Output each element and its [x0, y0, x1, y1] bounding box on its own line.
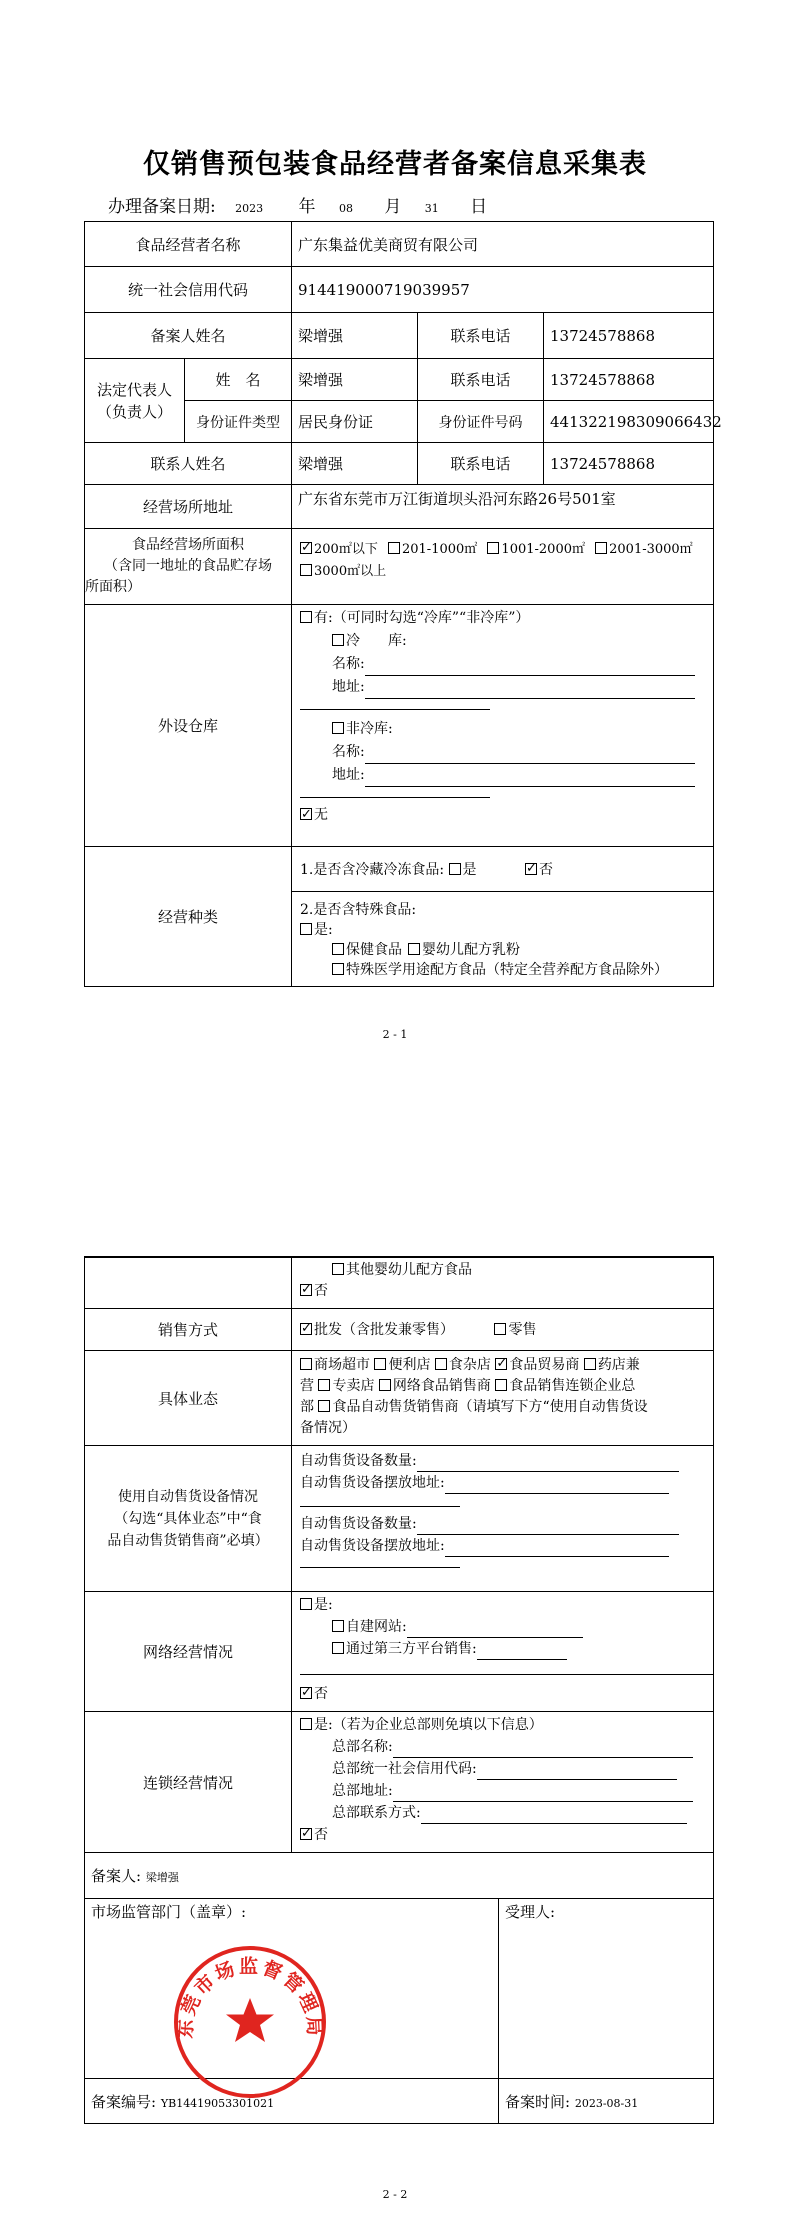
- special-no-label: 否: [314, 1283, 328, 1299]
- official-seal: [170, 1942, 330, 2102]
- cold-name-field[interactable]: [365, 661, 695, 676]
- record-no-label: 备案编号:: [91, 2092, 157, 2111]
- area-opt2-label: 201-1000㎡: [401, 542, 478, 557]
- format-label: 具体业态: [85, 1351, 292, 1446]
- vending-place-field-1-cont[interactable]: [300, 1494, 460, 1507]
- own-site-field[interactable]: [407, 1623, 583, 1638]
- frozen-yes-label: 是: [462, 862, 477, 878]
- legal-rep-label: [85, 359, 185, 443]
- format-vending-label-cont: 备情况）: [300, 1420, 356, 1436]
- date-day: 31: [424, 202, 439, 215]
- format-grocery-label: 食杂店: [448, 1357, 491, 1373]
- id-type-value[interactable]: 居民身份证: [292, 401, 418, 443]
- hq-addr-label: 总部地址:: [332, 1783, 393, 1799]
- frozen-yes-checkbox[interactable]: [449, 863, 461, 875]
- legal-rep-label-line1: 法定代表人: [96, 380, 172, 399]
- special-yes-label: 是:: [314, 922, 333, 938]
- area-opt4-label: 2001-3000㎡: [609, 542, 693, 557]
- area-label-line2: （含同一地址的食品贮存场: [104, 558, 272, 574]
- vending-label-line1: 使用自动售货设备情况: [118, 1488, 258, 1505]
- format-mall-checkbox[interactable]: [300, 1358, 312, 1370]
- record-person-row: [85, 1853, 714, 1899]
- category-q2-text: 2.是否含特殊食品:: [300, 902, 417, 918]
- format-mall-label: 商场超市: [314, 1357, 370, 1373]
- record-no-value[interactable]: YB14419053301021: [160, 2096, 275, 2110]
- hq-contact-label: 总部联系方式:: [332, 1805, 421, 1821]
- filer-phone-label: 联系电话: [418, 313, 544, 359]
- category-q2-cont: [292, 1257, 714, 1309]
- special-yes-checkbox[interactable]: [300, 923, 312, 935]
- area-opt3-checkbox[interactable]: [487, 542, 499, 554]
- warehouse-yes-label: 有:（可同时勾选“冷库”“非冷库”）: [314, 610, 530, 626]
- infant-milk-checkbox[interactable]: [408, 943, 420, 955]
- legal-rep-label-line2: （负责人）: [96, 402, 172, 421]
- vending-place-field-2[interactable]: [445, 1542, 669, 1557]
- own-site-checkbox[interactable]: [332, 1620, 344, 1632]
- format-options: [292, 1351, 714, 1446]
- noncold-addr-label: 地址:: [332, 767, 365, 783]
- area-opt5-label: 3000㎡以上: [314, 564, 387, 579]
- credit-code-label: 统一社会信用代码: [85, 267, 292, 313]
- cold-storage-label: 冷 库:: [346, 633, 407, 649]
- own-site-label: 自建网站:: [346, 1619, 407, 1635]
- third-party-label: 通过第三方平台销售:: [346, 1641, 477, 1657]
- format-grocery-checkbox[interactable]: [435, 1358, 447, 1370]
- frozen-no-checkbox[interactable]: [525, 863, 537, 875]
- warehouse-no-checkbox[interactable]: [300, 808, 312, 820]
- date-month: 08: [338, 202, 353, 215]
- vending-fields: [292, 1446, 714, 1592]
- retail-label: 零售: [508, 1322, 537, 1338]
- hq-code-field[interactable]: [477, 1765, 677, 1780]
- id-number-value[interactable]: 441322198309066432: [544, 401, 714, 443]
- dept-label: 市场监管部门（盖章）:: [91, 1903, 247, 1921]
- chain-label: 连锁经营情况: [85, 1712, 292, 1853]
- third-party-checkbox[interactable]: [332, 1642, 344, 1654]
- date-label: 办理备案日期:: [108, 197, 216, 217]
- online-options: [292, 1592, 714, 1712]
- contact-name-label: 联系人姓名: [85, 443, 292, 485]
- hq-addr-field[interactable]: [393, 1787, 693, 1802]
- vending-label-line3: 品自动售货销售商”必填）: [107, 1532, 269, 1549]
- sales-label: 销售方式: [85, 1309, 292, 1351]
- credit-code-value[interactable]: 914419000719039957: [292, 267, 714, 313]
- format-convenience-checkbox[interactable]: [374, 1358, 386, 1370]
- health-food-label: 保健食品: [346, 942, 403, 958]
- cold-name-label: 名称:: [332, 656, 365, 672]
- third-party-field-cont[interactable]: [300, 1662, 714, 1675]
- format-vending-label: 食品自动售货销售商（请填写下方“使用自动售货设: [332, 1399, 648, 1415]
- cold-storage-checkbox[interactable]: [332, 634, 344, 646]
- other-infant-label: 其他婴幼儿配方食品: [346, 1262, 472, 1278]
- noncold-storage-checkbox[interactable]: [332, 722, 344, 734]
- seal-graphic: [170, 1942, 330, 2102]
- chain-no-checkbox[interactable]: [300, 1828, 312, 1840]
- date-year-unit: 年: [298, 197, 316, 217]
- area-label-line1: 食品经营场所面积: [132, 537, 244, 553]
- chain-no-label: 否: [314, 1827, 328, 1843]
- vending-count-label-1: 自动售货设备数量:: [300, 1453, 417, 1469]
- special-no-checkbox[interactable]: [300, 1284, 312, 1296]
- receiver-cell: [499, 1899, 714, 2079]
- warehouse-options: [292, 605, 714, 847]
- infant-milk-label: 婴幼儿配方乳粉: [422, 942, 521, 958]
- noncold-storage-label: 非冷库:: [346, 721, 393, 737]
- vending-place-label-2: 自动售货设备摆放地址:: [300, 1538, 445, 1554]
- online-no-checkbox[interactable]: [300, 1687, 312, 1699]
- vending-label-line2: （勾选“具体业态”中“食: [114, 1510, 262, 1527]
- online-yes-checkbox[interactable]: [300, 1598, 312, 1610]
- format-specialty-label: 专卖店: [332, 1378, 375, 1394]
- filer-phone-value[interactable]: 13724578868: [544, 313, 714, 359]
- vending-place-field-1[interactable]: [445, 1479, 669, 1494]
- form-table-page1: [84, 221, 722, 987]
- contact-phone-value[interactable]: 13724578868: [544, 443, 714, 485]
- cold-addr-label: 地址:: [332, 679, 365, 695]
- noncold-name-label: 名称:: [332, 744, 365, 760]
- area-opt4-checkbox[interactable]: [595, 542, 607, 554]
- address-label: 经营场所地址: [85, 485, 292, 529]
- vending-count-field-2[interactable]: [417, 1520, 679, 1535]
- record-time-cell: [499, 2079, 714, 2124]
- date-month-unit: 月: [384, 197, 402, 217]
- area-opt5-checkbox[interactable]: [300, 564, 312, 576]
- legal-rep-name-value[interactable]: 梁增强: [292, 359, 418, 401]
- format-chain-checkbox[interactable]: [495, 1379, 507, 1391]
- format-chain-label-cont: 部: [300, 1399, 314, 1415]
- filer-name-label: 备案人姓名: [85, 313, 292, 359]
- filer-name-value[interactable]: 梁增强: [292, 313, 418, 359]
- wholesale-checkbox[interactable]: [300, 1323, 312, 1335]
- medical-food-checkbox[interactable]: [332, 963, 344, 975]
- category-q2: [292, 892, 714, 987]
- format-online-checkbox[interactable]: [379, 1379, 391, 1391]
- vending-count-label-2: 自动售货设备数量:: [300, 1516, 417, 1532]
- format-specialty-checkbox[interactable]: [318, 1379, 330, 1391]
- medical-food-label: 特殊医学用途配方食品（特定全营养配方食品除外）: [346, 962, 669, 978]
- seal-text: 东莞市场监督管理局: [174, 1955, 326, 2039]
- document-title: 仅销售预包装食品经营者备案信息采集表: [143, 149, 647, 180]
- record-person-value[interactable]: 梁增强: [145, 1871, 179, 1884]
- online-yes-label: 是:: [314, 1597, 333, 1613]
- legal-rep-phone-label: 联系电话: [418, 359, 544, 401]
- format-trader-label: 食品贸易商: [509, 1357, 580, 1373]
- date-day-unit: 日: [470, 197, 488, 217]
- area-label: [85, 529, 292, 605]
- area-label-line3: 所面积）: [85, 579, 141, 595]
- area-opt2-checkbox[interactable]: [388, 542, 400, 554]
- cold-addr-field[interactable]: [365, 684, 695, 699]
- date-year: 2023: [235, 202, 264, 215]
- page-number-2: 2 - 2: [382, 2188, 408, 2201]
- category-cont-label: [85, 1257, 292, 1309]
- id-type-label: 身份证件类型: [185, 401, 292, 443]
- area-opt3-label: 1001-2000㎡: [501, 542, 585, 557]
- chain-options: [292, 1712, 714, 1853]
- record-person-label: 备案人:: [91, 1867, 142, 1885]
- sales-options: [292, 1309, 714, 1351]
- online-label: 网络经营情况: [85, 1592, 292, 1712]
- legal-rep-name-label: 姓 名: [185, 359, 292, 401]
- legal-rep-phone-value[interactable]: 13724578868: [544, 359, 714, 401]
- area-opt1-label: 200㎡以下: [314, 542, 378, 557]
- format-vending-checkbox[interactable]: [318, 1400, 330, 1412]
- health-food-checkbox[interactable]: [332, 943, 344, 955]
- format-pharmacy-label: 药店兼: [597, 1357, 640, 1373]
- contact-phone-label: 联系电话: [418, 443, 544, 485]
- wholesale-label: 批发（含批发兼零售）: [314, 1322, 454, 1338]
- hq-name-field[interactable]: [393, 1743, 693, 1758]
- retail-checkbox[interactable]: [494, 1323, 506, 1335]
- area-opt1-checkbox[interactable]: [300, 542, 312, 554]
- contact-name-value[interactable]: 梁增强: [292, 443, 418, 485]
- format-pharmacy-checkbox[interactable]: [584, 1358, 596, 1370]
- noncold-addr-field[interactable]: [365, 772, 695, 787]
- warehouse-no-label: 无: [314, 807, 329, 823]
- hq-name-label: 总部名称:: [332, 1739, 393, 1755]
- chain-yes-label: 是:（若为企业总部则免填以下信息）: [314, 1717, 543, 1733]
- receiver-label: 受理人:: [505, 1903, 556, 1921]
- record-time-value[interactable]: 2023-08-31: [574, 2096, 639, 2110]
- filing-date: [108, 192, 487, 217]
- hq-code-label: 总部统一社会信用代码:: [332, 1761, 477, 1777]
- category-q1-text: 1.是否含冷藏冷冻食品:: [300, 862, 445, 878]
- address-value[interactable]: 广东省东莞市万江街道坝头沿河东路26号501室: [292, 485, 714, 529]
- vending-place-label-1: 自动售货设备摆放地址:: [300, 1475, 445, 1491]
- noncold-name-field[interactable]: [365, 749, 695, 764]
- operator-name-value[interactable]: 广东集益优美商贸有限公司: [292, 222, 714, 267]
- vending-count-field-1[interactable]: [417, 1457, 679, 1472]
- third-party-field[interactable]: [477, 1645, 567, 1660]
- format-pharmacy-label-cont: 营: [300, 1378, 314, 1394]
- record-time-label: 备案时间:: [505, 2092, 571, 2111]
- chain-yes-checkbox[interactable]: [300, 1718, 312, 1730]
- format-chain-label: 食品销售连锁企业总: [509, 1378, 636, 1394]
- online-no-label: 否: [314, 1686, 328, 1702]
- warehouse-label: 外设仓库: [85, 605, 292, 847]
- format-online-label: 网络食品销售商: [392, 1378, 491, 1394]
- hq-contact-field[interactable]: [421, 1809, 687, 1824]
- format-convenience-label: 便利店: [388, 1357, 431, 1373]
- page-number-1: 2 - 1: [382, 1028, 408, 1041]
- vending-label: [85, 1446, 292, 1592]
- other-infant-checkbox[interactable]: [332, 1263, 344, 1275]
- category-label: 经营种类: [85, 847, 292, 987]
- id-number-label: 身份证件号码: [418, 401, 544, 443]
- area-options: [292, 529, 714, 605]
- format-trader-checkbox[interactable]: [495, 1358, 507, 1370]
- frozen-no-label: 否: [539, 862, 553, 878]
- operator-name-label: 食品经营者名称: [85, 222, 292, 267]
- category-q1: [292, 847, 714, 892]
- warehouse-yes-checkbox[interactable]: [300, 611, 312, 623]
